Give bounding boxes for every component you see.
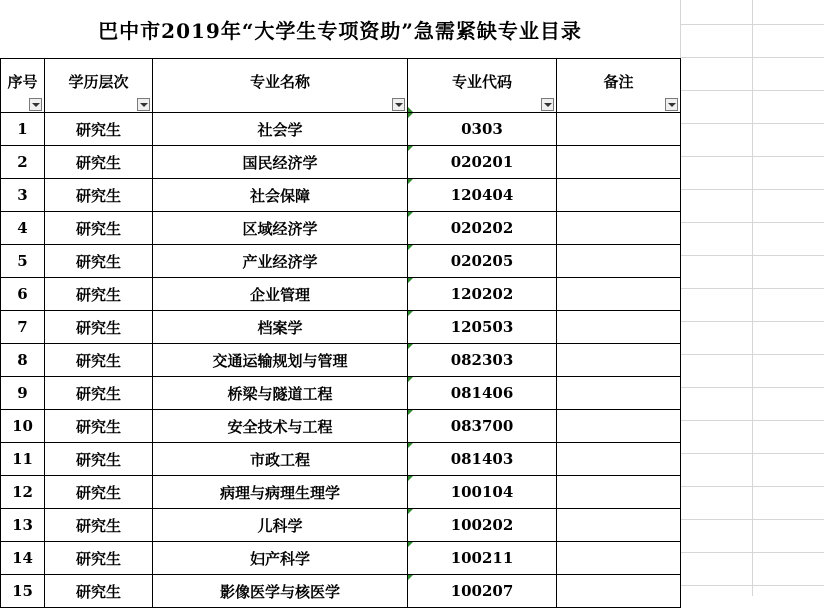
cell-level[interactable]: 研究生 — [45, 377, 153, 410]
header-cell-no — [1, 59, 45, 113]
cell-no[interactable]: 6 — [1, 278, 45, 311]
cell-code[interactable]: 0303 — [408, 113, 557, 146]
table-row — [1, 212, 681, 245]
table-row — [1, 575, 681, 608]
table-body — [1, 113, 681, 608]
cell-level[interactable]: 研究生 — [45, 245, 153, 278]
cell-no[interactable]: 8 — [1, 344, 45, 377]
cell-major[interactable]: 市政工程 — [153, 443, 408, 476]
cell-no[interactable]: 10 — [1, 410, 45, 443]
cell-major[interactable]: 交通运输规划与管理 — [153, 344, 408, 377]
cell-level[interactable]: 研究生 — [45, 443, 153, 476]
cell-note[interactable] — [557, 212, 681, 245]
cell-level[interactable]: 研究生 — [45, 146, 153, 179]
cell-major[interactable]: 桥梁与隧道工程 — [153, 377, 408, 410]
cell-code[interactable]: 100211 — [408, 542, 557, 575]
header-cell-major — [153, 59, 408, 113]
cell-note[interactable] — [557, 575, 681, 608]
header-label-major: 专业名称 — [249, 73, 310, 91]
cell-code[interactable]: 100104 — [408, 476, 557, 509]
cell-level[interactable]: 研究生 — [45, 476, 153, 509]
cell-major[interactable]: 儿科学 — [153, 509, 408, 542]
cell-major[interactable]: 病理与病理生理学 — [153, 476, 408, 509]
table-row — [1, 311, 681, 344]
sheet-title: 巴中市2019年“大学生专项资助”急需紧缺专业目录 — [0, 0, 681, 58]
table-row — [1, 113, 681, 146]
cell-code[interactable]: 081406 — [408, 377, 557, 410]
table-row — [1, 344, 681, 377]
cell-level[interactable]: 研究生 — [45, 575, 153, 608]
cell-note[interactable] — [557, 509, 681, 542]
header-label-note: 备注 — [603, 73, 634, 91]
cell-no[interactable]: 14 — [1, 542, 45, 575]
cell-no[interactable]: 12 — [1, 476, 45, 509]
cell-major[interactable]: 档案学 — [153, 311, 408, 344]
filter-dropdown-icon[interactable] — [137, 98, 150, 111]
cell-code[interactable]: 020205 — [408, 245, 557, 278]
spreadsheet-gridlines — [680, 0, 824, 596]
cell-major[interactable]: 安全技术与工程 — [153, 410, 408, 443]
cell-note[interactable] — [557, 113, 681, 146]
table-row — [1, 542, 681, 575]
cell-code[interactable]: 120404 — [408, 179, 557, 212]
header-label-level: 学历层次 — [68, 73, 129, 91]
header-cell-note — [557, 59, 681, 113]
cell-no[interactable]: 15 — [1, 575, 45, 608]
cell-major[interactable]: 国民经济学 — [153, 146, 408, 179]
cell-code[interactable]: 082303 — [408, 344, 557, 377]
filter-dropdown-icon[interactable] — [541, 98, 554, 111]
cell-major[interactable]: 企业管理 — [153, 278, 408, 311]
cell-level[interactable]: 研究生 — [45, 212, 153, 245]
cell-code[interactable]: 100207 — [408, 575, 557, 608]
table-row — [1, 377, 681, 410]
cell-note[interactable] — [557, 179, 681, 212]
cell-code[interactable]: 081403 — [408, 443, 557, 476]
cell-note[interactable] — [557, 542, 681, 575]
cell-no[interactable]: 4 — [1, 212, 45, 245]
cell-major[interactable]: 影像医学与核医学 — [153, 575, 408, 608]
cell-level[interactable]: 研究生 — [45, 311, 153, 344]
cell-note[interactable] — [557, 311, 681, 344]
header-label-code: 专业代码 — [451, 73, 512, 91]
table-row — [1, 509, 681, 542]
table-row — [1, 443, 681, 476]
cell-no[interactable]: 11 — [1, 443, 45, 476]
cell-code[interactable]: 020202 — [408, 212, 557, 245]
table-row — [1, 476, 681, 509]
cell-no[interactable]: 2 — [1, 146, 45, 179]
cell-no[interactable]: 9 — [1, 377, 45, 410]
table-row — [1, 278, 681, 311]
cell-level[interactable]: 研究生 — [45, 344, 153, 377]
table-row — [1, 179, 681, 212]
cell-no[interactable]: 5 — [1, 245, 45, 278]
cell-note[interactable] — [557, 476, 681, 509]
cell-note[interactable] — [557, 377, 681, 410]
table-row — [1, 146, 681, 179]
header-row — [1, 59, 681, 113]
cell-level[interactable]: 研究生 — [45, 410, 153, 443]
cell-major[interactable]: 社会保障 — [153, 179, 408, 212]
table-row — [1, 410, 681, 443]
cell-code[interactable]: 120202 — [408, 278, 557, 311]
cell-major[interactable]: 妇产科学 — [153, 542, 408, 575]
filter-dropdown-icon[interactable] — [665, 98, 678, 111]
cell-level[interactable]: 研究生 — [45, 113, 153, 146]
cell-note[interactable] — [557, 344, 681, 377]
cell-level[interactable]: 研究生 — [45, 509, 153, 542]
cell-code[interactable]: 120503 — [408, 311, 557, 344]
cell-note[interactable] — [557, 146, 681, 179]
majors-table — [0, 58, 681, 608]
header-cell-code — [408, 59, 557, 113]
cell-major[interactable]: 产业经济学 — [153, 245, 408, 278]
cell-no[interactable]: 7 — [1, 311, 45, 344]
cell-code[interactable]: 083700 — [408, 410, 557, 443]
table-row — [1, 245, 681, 278]
cell-code[interactable]: 020201 — [408, 146, 557, 179]
cell-note[interactable] — [557, 443, 681, 476]
cell-major[interactable]: 社会学 — [153, 113, 408, 146]
cell-no[interactable]: 1 — [1, 113, 45, 146]
cell-note[interactable] — [557, 245, 681, 278]
cell-level[interactable]: 研究生 — [45, 542, 153, 575]
filter-dropdown-icon[interactable] — [392, 98, 405, 111]
cell-level[interactable]: 研究生 — [45, 179, 153, 212]
cell-level[interactable]: 研究生 — [45, 278, 153, 311]
cell-note[interactable] — [557, 410, 681, 443]
header-label-no: 序号 — [7, 73, 38, 91]
header-cell-level — [45, 59, 153, 113]
cell-no[interactable]: 13 — [1, 509, 45, 542]
cell-major[interactable]: 区域经济学 — [153, 212, 408, 245]
cell-code[interactable]: 100202 — [408, 509, 557, 542]
cell-note[interactable] — [557, 278, 681, 311]
cell-no[interactable]: 3 — [1, 179, 45, 212]
filter-dropdown-icon[interactable] — [29, 98, 42, 111]
